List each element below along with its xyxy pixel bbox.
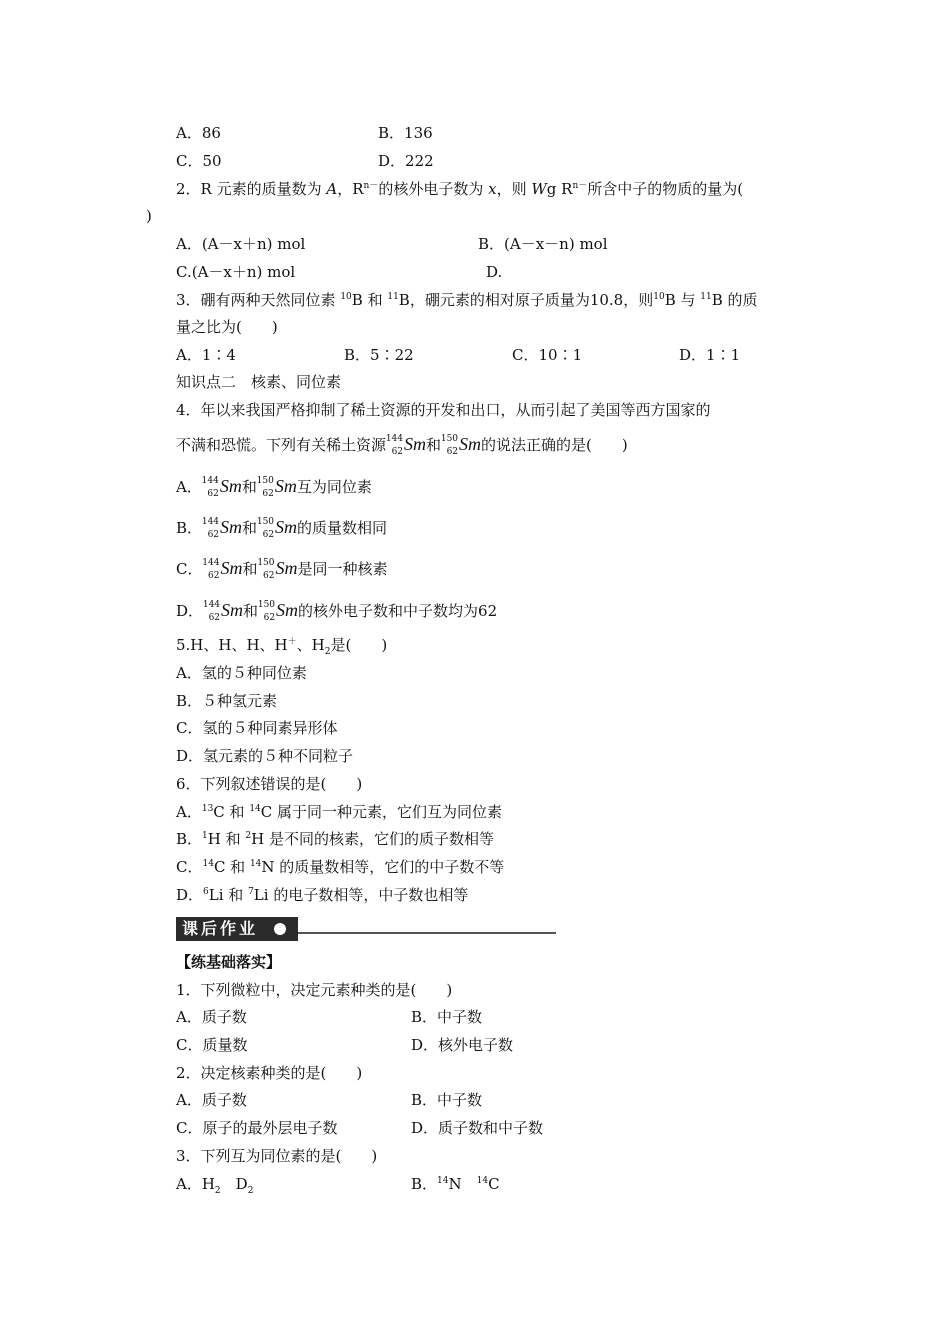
q4-option-c: C． 144 62 Sm和 150 62 Sm是同一种核素: [176, 558, 388, 581]
q1-option-b: B．136: [378, 124, 433, 142]
practice-q1-stem: 1．下列微粒中，决定元素种类的是( ): [176, 981, 453, 999]
q2-option-c: C.(A－x＋n) mol: [176, 263, 296, 281]
section-heading: 知识点二 核素、同位素: [176, 373, 342, 391]
practice-q3-option-a: A．$H_2$ $D_2$: [176, 1175, 254, 1196]
practice-q3-option-b: B．$^{14}$N $^{14}$C: [411, 1175, 500, 1193]
homework-banner: [176, 917, 556, 941]
q4-stem: 4．年以来我国严格抑制了稀土资源的开发和出口，从而引起了美国等西方国家的: [176, 401, 711, 419]
q6-option-c: C．$^{14}$C 和 $^{14}$N 的质量数相等，它们的中子数不等: [176, 858, 505, 876]
q2-option-b: B．(A－x－n) mol: [478, 235, 608, 253]
q1-option-d: D．222: [378, 152, 434, 170]
q3-option-b: B．5∶22: [344, 346, 414, 364]
q3-option-a: A．1∶4: [176, 346, 236, 364]
q5-option-c: C．氢的５种同素异形体: [176, 719, 338, 737]
q2-stem-close: ): [146, 207, 152, 225]
q5-option-b: B．５种氢元素: [176, 692, 278, 710]
practice-q2-option-d: D．质子数和中子数: [411, 1119, 544, 1137]
q1-option-c: C．50: [176, 152, 222, 170]
q4-option-a: A． 144 62 Sm和 150 62 Sm互为同位素: [176, 476, 372, 499]
practice-q2-option-a: A．质子数: [176, 1091, 247, 1109]
practice-q2-option-b: B．中子数: [411, 1091, 483, 1109]
practice-q1-option-d: D．核外电子数: [411, 1036, 514, 1054]
banner-rule: [298, 932, 556, 934]
q4-option-b: B． 144 62 Sm和 150 62 Sm的质量数相同: [176, 517, 388, 540]
q2-option-a: A．(A－x＋n) mol: [176, 235, 306, 253]
q4-option-d: D． 144 62 Sm和 150 62 Sm的核外电子数和中子数均为62: [176, 600, 498, 623]
q5-option-a: A．氢的５种同位素: [176, 664, 307, 682]
q2-stem: 2．R 元素的质量数为 A，$R^{n-}$的核外电子数为 x，则 Wg $R^{n-}$所含中子的物质的量为(: [176, 180, 744, 198]
q5-stem: 5.H、H、H、H＋、$H_2$是( ): [176, 636, 388, 657]
practice-q2-option-c: C．原子的最外层电子数: [176, 1119, 338, 1137]
practice-heading: 【练基础落实】: [176, 953, 282, 971]
q1-option-a: A．86: [176, 124, 221, 142]
banner-box: [176, 917, 298, 941]
q6-stem: 6．下列叙述错误的是( ): [176, 775, 363, 793]
banner-label: 课后作业: [182, 919, 259, 938]
q3-option-c: C．10∶1: [512, 346, 583, 364]
circle-bullet-icon: [274, 923, 286, 935]
q3-stem-line2: 量之比为( ): [176, 318, 278, 336]
q4-stem-line2: 不满和恐慌。下列有关稀土资源 144 62 Sm和 150 62 Sm的说法正确的是( ): [176, 434, 628, 457]
practice-q1-option-c: C．质量数: [176, 1036, 248, 1054]
practice-q2-stem: 2．决定核素种类的是( ): [176, 1064, 363, 1082]
q6-option-b: B．$^1$H 和 $^2$H 是不同的核素，它们的质子数相等: [176, 830, 494, 848]
q2-option-d: D.: [486, 263, 503, 281]
q6-option-d: D．$^6$Li 和 $^7$Li 的电子数相等，中子数也相等: [176, 886, 469, 904]
q3-stem: 3．硼有两种天然同位素 $^{10}$B 和 $^{11}$B，硼元素的相对原子质量为10.8，则$^{10}$B 与 $^{11}$B 的质: [176, 291, 758, 309]
q3-option-d: D．1∶1: [679, 346, 741, 364]
practice-q1-option-b: B．中子数: [411, 1008, 483, 1026]
practice-q3-stem: 3．下列互为同位素的是( ): [176, 1147, 378, 1165]
q6-option-a: A．$^{13}$C 和 $^{14}$C 属于同一种元素，它们互为同位素: [176, 803, 503, 821]
practice-q1-option-a: A．质子数: [176, 1008, 247, 1026]
q5-option-d: D．氢元素的５种不同粒子: [176, 747, 354, 765]
